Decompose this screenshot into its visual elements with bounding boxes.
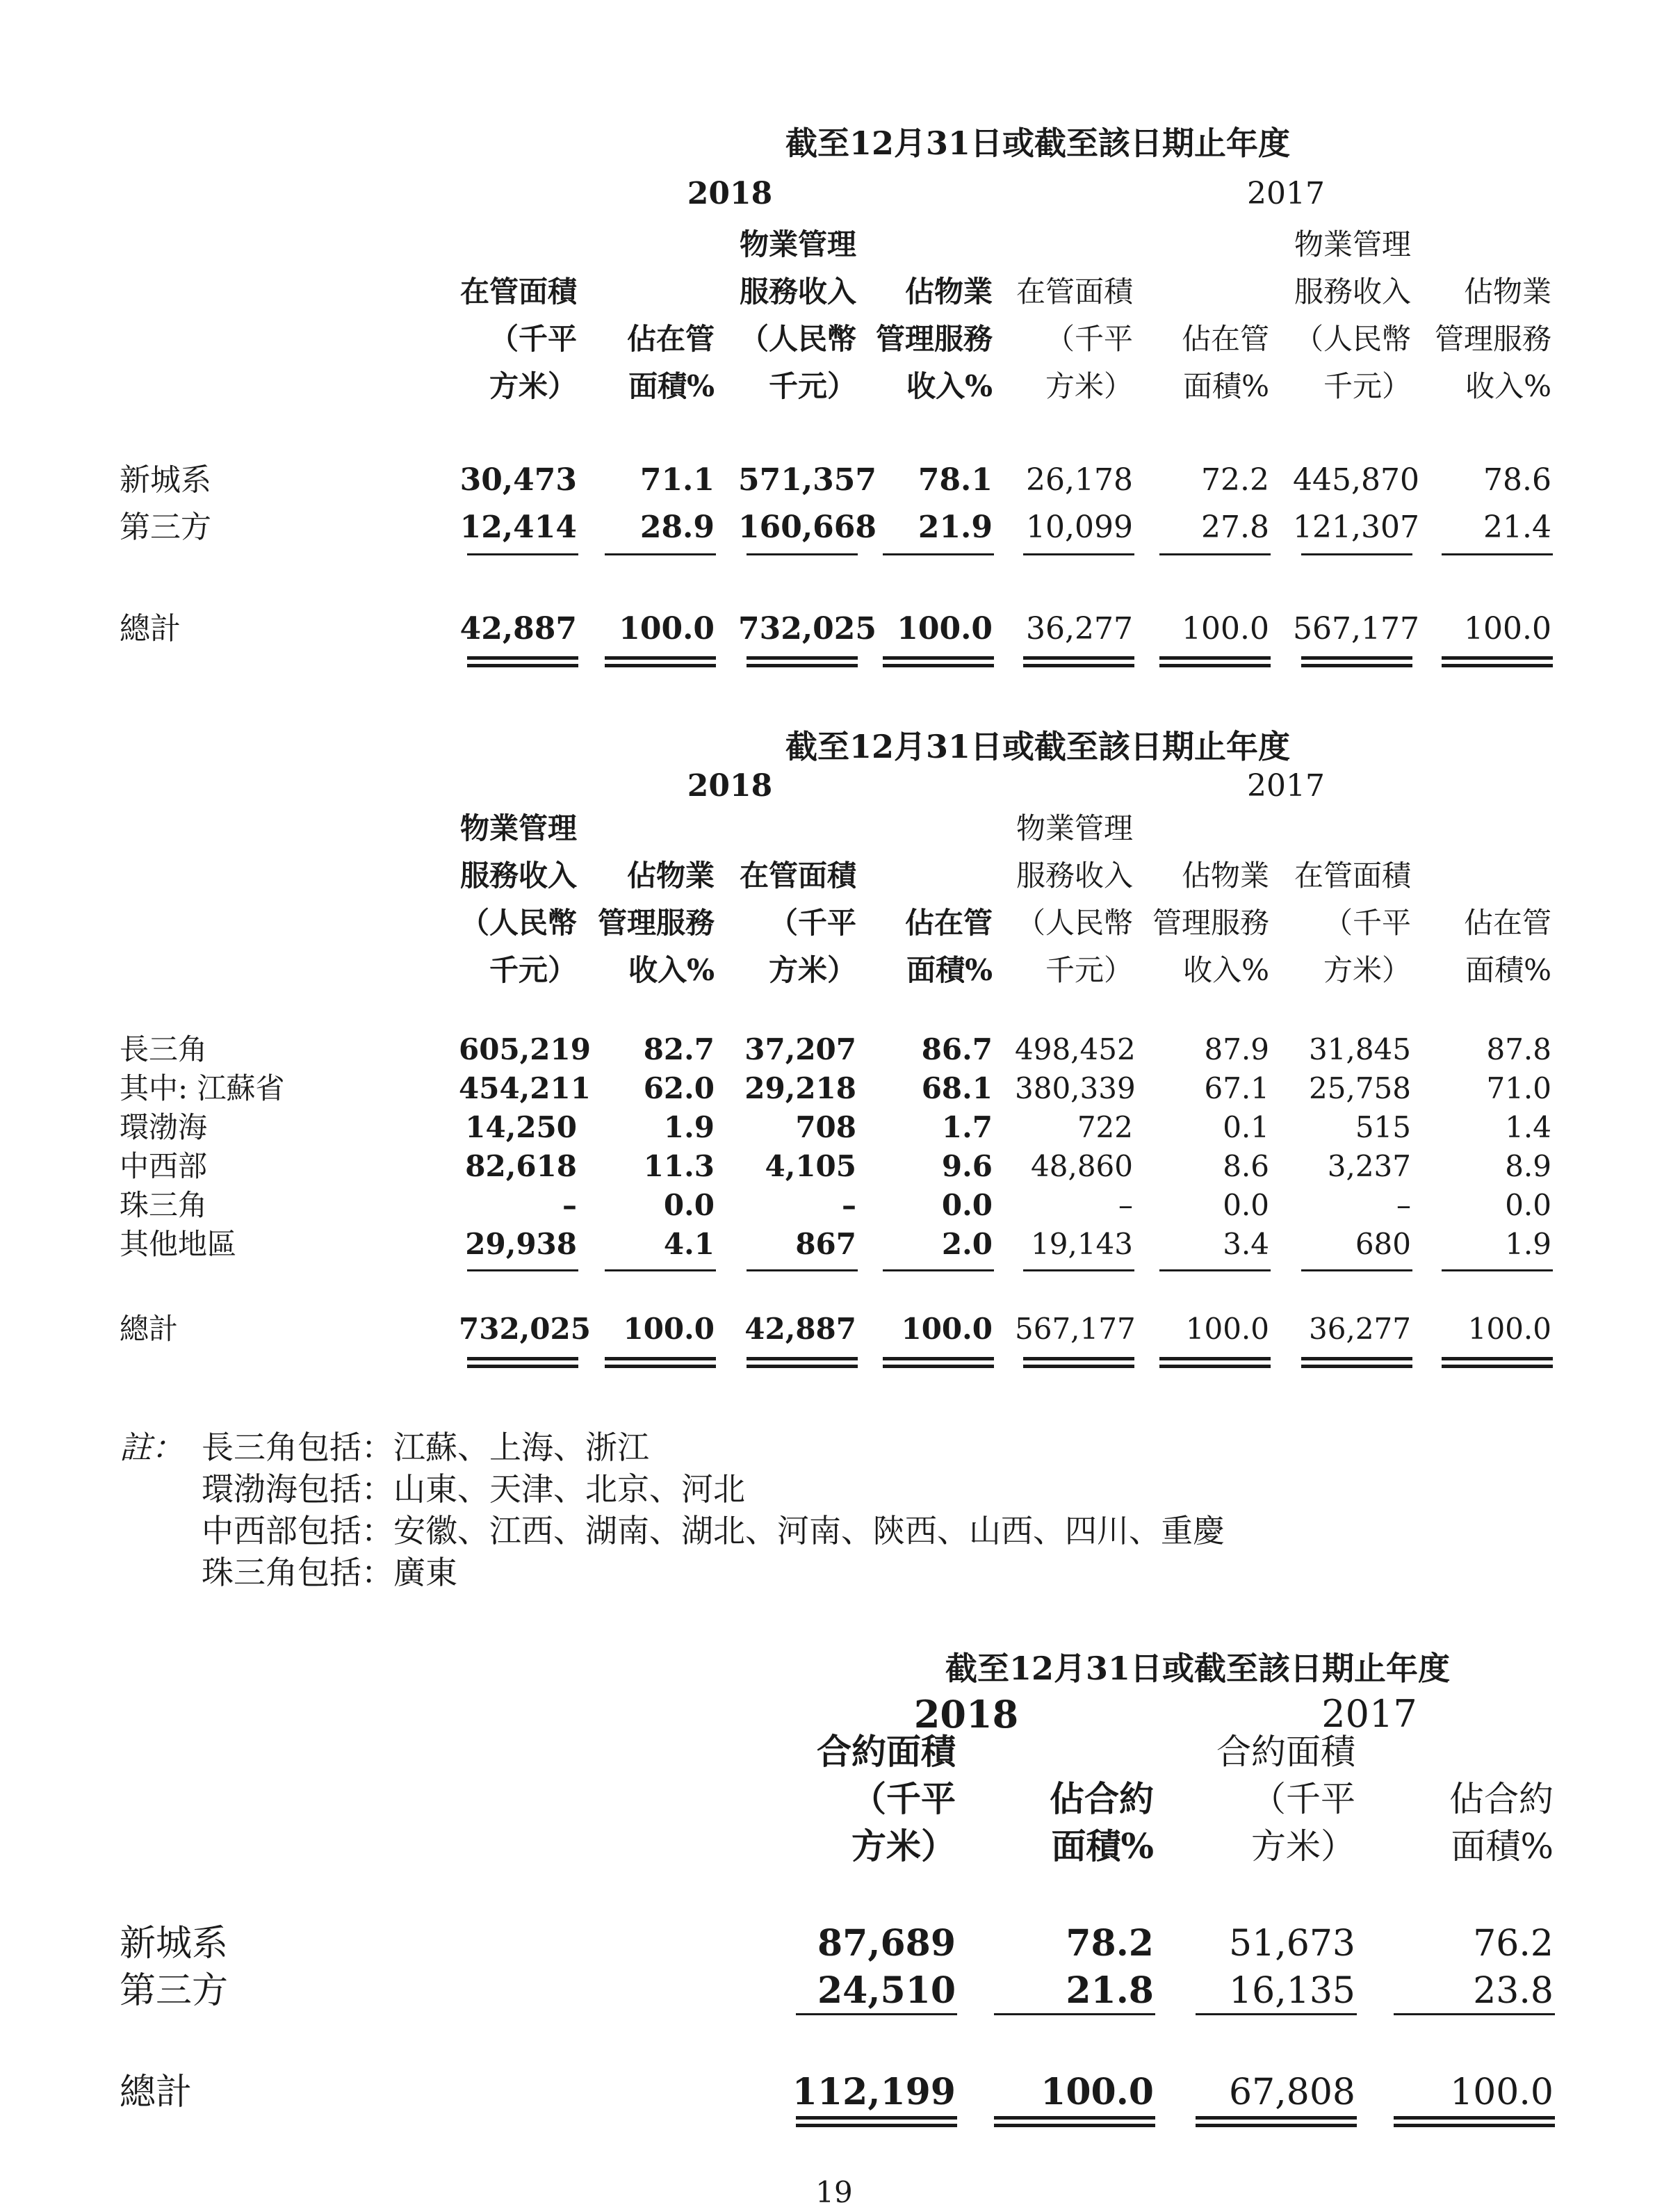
total-double-rule — [1023, 1357, 1134, 1368]
column-header-line: 面積% — [1451, 1826, 1554, 1867]
note-line: 珠三角包括：廣東 — [202, 1554, 457, 1591]
column-header-line: 佔物業 — [1181, 859, 1269, 893]
note-line: 環渤海包括：山東、天津、北京、河北 — [202, 1470, 745, 1508]
table-cell: 68.1 — [921, 1071, 993, 1105]
table-cell: 0.0 — [1505, 1188, 1551, 1222]
column-header-line: 方米） — [1251, 1826, 1355, 1867]
column-header-line: 方米） — [768, 953, 856, 987]
total-cell: 67,808 — [1229, 2072, 1355, 2113]
note-line: 中西部包括：安徽、江西、湖南、湖北、河南、陝西、山西、四川、重慶 — [202, 1512, 1225, 1550]
total-double-rule — [1442, 1357, 1553, 1368]
table-cell: 0.1 — [1223, 1110, 1269, 1144]
table-cell: 87.8 — [1486, 1032, 1551, 1066]
table-cell: 498,452 — [1015, 1032, 1136, 1066]
table-cell: 86.7 — [921, 1032, 993, 1066]
column-header-line: 面積% — [906, 953, 993, 987]
column-header-line: （人民幣 — [1016, 906, 1133, 940]
total-cell: 100.0 — [1467, 1312, 1551, 1346]
table-cell: 1.7 — [941, 1110, 993, 1144]
total-double-rule — [1159, 1357, 1271, 1368]
table-cell: 380,339 — [1015, 1071, 1136, 1105]
total-double-rule — [747, 656, 858, 667]
table-cell: 2.0 — [941, 1227, 993, 1261]
table-cell: 1.9 — [663, 1110, 715, 1144]
table-cell: 29,938 — [465, 1227, 577, 1261]
table-cell: 28.9 — [639, 510, 715, 545]
subtotal-rule — [1023, 553, 1134, 555]
table-cell: 515 — [1355, 1110, 1411, 1144]
subtotal-rule — [467, 1269, 578, 1271]
column-header-line: 方米） — [851, 1825, 956, 1867]
total-double-rule — [1301, 1357, 1412, 1368]
total-cell: 36,277 — [1309, 1312, 1411, 1346]
table-cell: 708 — [795, 1110, 856, 1144]
table-cell: 10,099 — [1026, 510, 1133, 545]
subtotal-rule — [1023, 1269, 1134, 1271]
subtotal-rule — [605, 1269, 716, 1271]
total-cell: 100.0 — [897, 611, 993, 646]
subtotal-rule — [796, 2013, 957, 2015]
table-cell: 24,510 — [817, 1969, 956, 2012]
table-1-year-2018: 2018 — [687, 176, 773, 211]
total-double-rule — [467, 1357, 578, 1368]
total-cell: 567,177 — [1015, 1312, 1136, 1346]
column-header-line: 在管面積 — [1016, 275, 1133, 309]
total-cell: 100.0 — [1182, 611, 1269, 646]
table-2-year-2017: 2017 — [1247, 768, 1325, 804]
table-cell: 87.9 — [1204, 1032, 1269, 1066]
subtotal-rule — [1442, 1269, 1553, 1271]
table-cell: 3,237 — [1327, 1149, 1411, 1183]
column-header-line: （千平 — [489, 322, 577, 356]
row-label: 珠三角 — [120, 1188, 208, 1222]
total-cell: 42,887 — [744, 1312, 856, 1346]
row-label: 第三方 — [120, 510, 211, 545]
total-double-rule — [1196, 2116, 1357, 2127]
column-header-line: 管理服務 — [1434, 322, 1551, 356]
column-header-line: 收入% — [1183, 953, 1269, 987]
column-header-line: 在管面積 — [459, 275, 577, 309]
table-1-period-header: 截至12月31日或截至該日期止年度 — [785, 124, 1291, 162]
column-header-line: 方米） — [489, 369, 577, 403]
column-header-line: 收入% — [906, 369, 993, 403]
total-cell: 732,025 — [738, 611, 877, 646]
column-header-line: （人民幣 — [739, 322, 856, 356]
row-label: 其中: 江蘇省 — [120, 1071, 285, 1105]
subtotal-rule — [883, 1269, 994, 1271]
table-cell: 76.2 — [1473, 1923, 1554, 1965]
column-header-line: 方米） — [1045, 369, 1133, 403]
subtotal-rule — [883, 553, 994, 555]
total-double-rule — [1159, 656, 1271, 667]
column-header-line: 佔在管 — [626, 322, 715, 356]
column-header-line: 合約面積 — [1216, 1732, 1355, 1772]
column-header-line: 方米） — [1323, 953, 1411, 987]
row-label: 中西部 — [120, 1149, 208, 1183]
table-cell: 1.4 — [1505, 1110, 1551, 1144]
table-3-period-header: 截至12月31日或截至該日期止年度 — [945, 1650, 1451, 1687]
total-cell: 100.0 — [1185, 1312, 1269, 1346]
subtotal-rule — [1394, 2013, 1555, 2015]
table-cell: 37,207 — [744, 1032, 856, 1066]
column-header-line: 在管面積 — [1294, 859, 1411, 893]
table-cell: 867 — [795, 1227, 856, 1261]
table-cell: 454,211 — [459, 1071, 591, 1105]
table-cell: 680 — [1355, 1227, 1411, 1261]
column-header-line: 管理服務 — [875, 322, 993, 356]
table-cell: 21.8 — [1066, 1969, 1154, 2012]
column-header-line: （千平 — [1251, 1779, 1355, 1819]
column-header-line: 收入% — [628, 953, 715, 987]
row-label: 第三方 — [120, 1970, 229, 2012]
total-cell: 100.0 — [1464, 611, 1551, 646]
column-header-line: 物業管理 — [1016, 811, 1133, 845]
column-header-line: 面積% — [1465, 953, 1551, 987]
column-header-line: 物業管理 — [1294, 227, 1411, 261]
table-cell: 26,178 — [1026, 462, 1133, 498]
table-cell: 121,307 — [1293, 510, 1419, 545]
table-cell: 78.6 — [1483, 462, 1551, 498]
table-cell: 23.8 — [1473, 1970, 1554, 2012]
table-cell: 8.9 — [1505, 1149, 1551, 1183]
column-header-line: 服務收入 — [459, 859, 577, 893]
subtotal-rule — [1442, 553, 1553, 555]
table-cell: 78.1 — [918, 462, 993, 498]
table-cell: 9.6 — [941, 1149, 993, 1183]
subtotal-rule — [1159, 553, 1271, 555]
column-header-line: 佔物業 — [626, 859, 715, 893]
table-cell: 25,758 — [1309, 1071, 1411, 1105]
column-header-line: 合約面積 — [817, 1731, 956, 1772]
subtotal-rule — [1301, 1269, 1412, 1271]
column-header-line: 服務收入 — [1016, 859, 1133, 893]
table-cell: 31,845 — [1309, 1032, 1411, 1066]
column-header-line: 物業管理 — [739, 227, 856, 261]
table-cell: 722 — [1077, 1110, 1133, 1144]
table-cell: 1.9 — [1505, 1227, 1551, 1261]
total-cell: 100.0 — [1450, 2072, 1554, 2113]
column-header-line: 管理服務 — [1152, 906, 1269, 940]
subtotal-rule — [1196, 2013, 1357, 2015]
total-double-rule — [1442, 656, 1553, 667]
table-3-year-2017: 2017 — [1321, 1692, 1417, 1736]
total-label: 總計 — [120, 1312, 179, 1346]
table-cell: 48,860 — [1031, 1149, 1133, 1183]
subtotal-rule — [1159, 1269, 1271, 1271]
total-cell: 100.0 — [623, 1312, 715, 1346]
table-cell: 4.1 — [663, 1227, 715, 1261]
table-2-year-2018: 2018 — [687, 768, 773, 804]
table-cell: – — [562, 1188, 577, 1222]
table-cell: 27.8 — [1201, 510, 1269, 545]
total-double-rule — [747, 1357, 858, 1368]
table-cell: 78.2 — [1066, 1922, 1154, 1965]
table-cell: – — [842, 1188, 856, 1222]
table-cell: 445,870 — [1293, 462, 1419, 498]
column-header-line: 佔物業 — [1463, 275, 1551, 309]
column-header-line: 佔合約 — [1050, 1778, 1154, 1819]
row-label: 環渤海 — [120, 1110, 208, 1144]
column-header-line: 面積% — [1051, 1825, 1154, 1867]
row-label: 其他地區 — [120, 1227, 237, 1261]
total-double-rule — [883, 656, 994, 667]
total-double-rule — [994, 2116, 1155, 2127]
table-cell: 21.4 — [1483, 510, 1551, 545]
column-header-line: 佔在管 — [1463, 906, 1551, 940]
subtotal-rule — [747, 553, 858, 555]
total-cell: 100.0 — [901, 1312, 993, 1346]
row-label: 新城系 — [120, 462, 211, 498]
column-header-line: （千平 — [1045, 322, 1133, 356]
total-cell: 36,277 — [1026, 611, 1133, 646]
column-header-line: 佔物業 — [904, 275, 993, 309]
table-cell: 3.4 — [1223, 1227, 1269, 1261]
column-header-line: 千元） — [768, 369, 856, 403]
table-cell: 82,618 — [465, 1149, 577, 1183]
column-header-line: （千平 — [1323, 906, 1411, 940]
total-label: 總計 — [120, 611, 181, 646]
row-label: 長三角 — [120, 1032, 208, 1066]
table-2-period-header: 截至12月31日或截至該日期止年度 — [785, 728, 1291, 765]
table-1-year-2017: 2017 — [1247, 176, 1325, 211]
table-cell: 21.9 — [918, 510, 993, 545]
table-cell: 30,473 — [459, 462, 577, 498]
total-cell: 567,177 — [1293, 611, 1419, 646]
notes-prefix: 註： — [120, 1429, 184, 1466]
total-double-rule — [883, 1357, 994, 1368]
subtotal-rule — [747, 1269, 858, 1271]
subtotal-rule — [994, 2013, 1155, 2015]
total-double-rule — [1301, 656, 1412, 667]
table-cell: 71.0 — [1486, 1071, 1551, 1105]
table-cell: 4,105 — [765, 1149, 856, 1183]
column-header-line: （人民幣 — [1294, 322, 1411, 356]
table-cell: 605,219 — [459, 1032, 591, 1066]
table-cell: 72.2 — [1201, 462, 1269, 498]
column-header-line: 物業管理 — [459, 811, 577, 845]
total-cell: 100.0 — [1041, 2071, 1154, 2113]
total-cell: 42,887 — [459, 611, 577, 646]
table-3-year-2018: 2018 — [913, 1692, 1019, 1737]
column-header-line: 千元） — [1323, 369, 1411, 403]
subtotal-rule — [1301, 553, 1412, 555]
column-header-line: 千元） — [1045, 953, 1133, 987]
column-header-line: 佔合約 — [1449, 1779, 1554, 1819]
table-cell: 8.6 — [1223, 1149, 1269, 1183]
table-cell: 12,414 — [459, 510, 577, 545]
total-double-rule — [1394, 2116, 1555, 2127]
column-header-line: （人民幣 — [459, 906, 577, 940]
total-double-rule — [1023, 656, 1134, 667]
column-header-line: （千平 — [851, 1778, 956, 1819]
table-cell: 571,357 — [738, 462, 877, 498]
subtotal-rule — [605, 553, 716, 555]
subtotal-rule — [467, 553, 578, 555]
table-cell: 87,689 — [817, 1922, 956, 1965]
table-cell: 160,668 — [738, 510, 877, 545]
column-header-line: 在管面積 — [739, 859, 856, 893]
table-cell: 14,250 — [465, 1110, 577, 1144]
column-header-line: 佔在管 — [1181, 322, 1269, 356]
table-cell: 19,143 — [1031, 1227, 1133, 1261]
column-header-line: 服務收入 — [739, 275, 856, 309]
table-cell: 11.3 — [643, 1149, 715, 1183]
table-cell: 0.0 — [663, 1188, 715, 1222]
page-number: 19 — [815, 2175, 853, 2209]
table-cell: – — [1396, 1188, 1411, 1222]
column-header-line: 面積% — [1183, 369, 1269, 403]
table-cell: 71.1 — [639, 462, 715, 498]
column-header-line: （千平 — [768, 906, 856, 940]
column-header-line: 服務收入 — [1294, 275, 1411, 309]
total-double-rule — [605, 1357, 716, 1368]
total-double-rule — [467, 656, 578, 667]
total-cell: 112,199 — [792, 2071, 956, 2113]
row-label: 新城系 — [120, 1923, 229, 1965]
table-cell: 82.7 — [643, 1032, 715, 1066]
column-header-line: 面積% — [628, 369, 715, 403]
total-double-rule — [796, 2116, 957, 2127]
total-cell: 100.0 — [619, 611, 715, 646]
table-cell: 51,673 — [1229, 1923, 1355, 1965]
column-header-line: 收入% — [1465, 369, 1551, 403]
total-double-rule — [605, 656, 716, 667]
column-header-line: 管理服務 — [597, 906, 715, 940]
total-label: 總計 — [120, 2072, 193, 2113]
table-cell: 67.1 — [1204, 1071, 1269, 1105]
table-cell: 0.0 — [941, 1188, 993, 1222]
table-cell: – — [1118, 1188, 1133, 1222]
column-header-line: 佔在管 — [904, 906, 993, 940]
table-cell: 62.0 — [643, 1071, 715, 1105]
table-cell: 0.0 — [1223, 1188, 1269, 1222]
note-line: 長三角包括：江蘇、上海、浙江 — [202, 1429, 649, 1466]
table-cell: 16,135 — [1229, 1970, 1355, 2012]
total-cell: 732,025 — [459, 1312, 591, 1346]
table-cell: 29,218 — [744, 1071, 856, 1105]
column-header-line: 千元） — [489, 953, 577, 987]
